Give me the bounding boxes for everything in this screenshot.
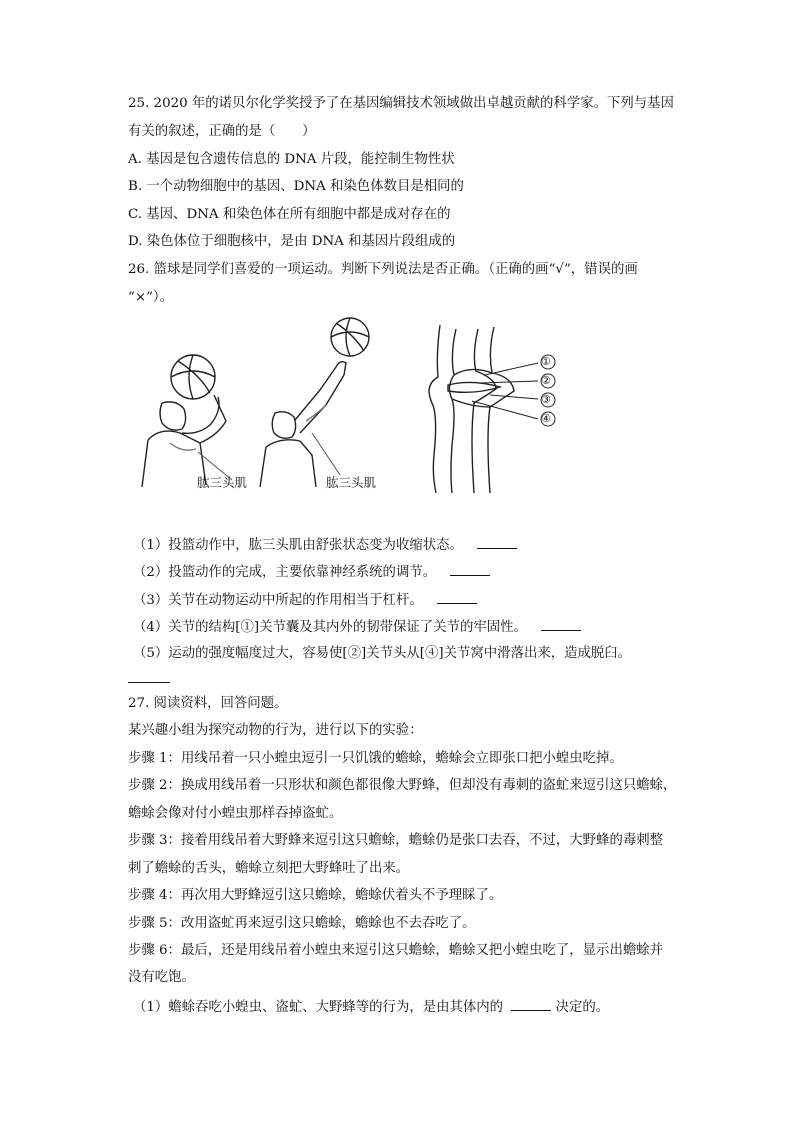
q25-option-a: A. 基因是包含遗传信息的 DNA 片段，能控制生物性状 <box>128 152 455 167</box>
q26-item-3-text: （3）关节在动物运动中所起的作用相当于杠杆。 <box>133 593 423 608</box>
q26-answer-blank-1[interactable] <box>477 534 517 549</box>
head-1 <box>160 402 186 430</box>
q25-stem-line2: 有关的叙述，正确的是（ ） <box>128 124 316 139</box>
q26-item-1 <box>133 534 517 556</box>
q26-item-4-text: （4）关节的结构[①]关节囊及其内外的韧带保证了关节的牢固性。 <box>133 620 527 635</box>
q26-answer-blank-4[interactable] <box>541 616 581 631</box>
label-2: ② <box>541 374 551 387</box>
q25-option-b: B. 一个动物细胞中的基因、DNA 和染色体数目是相同的 <box>128 179 464 194</box>
q27-step-2-line2: 蟾蜍会像对付小蝗虫那样吞掉盗虻。 <box>128 806 343 821</box>
q26-item-5: （5）运动的强度幅度过大，容易使[②]关节头从[④]关节窝中滑落出来，造成脱臼。 <box>133 646 632 661</box>
head-2 <box>272 412 295 439</box>
q27-stem: 27. 阅读资料，回答问题。 <box>128 696 288 711</box>
q27-sub-1 <box>133 996 609 1018</box>
q25-option-c: C. 基因、DNA 和染色体在所有细胞中都是成对存在的 <box>128 207 451 222</box>
q27-step-5: 步骤 5：改用盗虻再来逗引这只蟾蜍，蟾蜍也不去吞吃了。 <box>128 916 476 931</box>
q27-sub-1-suffix: 决定的。 <box>555 1000 610 1015</box>
q26-item-2-text: （2）投篮动作的完成，主要依靠神经系统的调节。 <box>133 565 437 580</box>
q27-step-4: 步骤 4：再次用大野蜂逗引这只蟾蜍，蟾蜍伏着头不予理睬了。 <box>128 888 503 903</box>
basketball-1 <box>171 355 215 399</box>
q26-item-5-blank-line <box>128 668 170 690</box>
q26-answer-blank-3[interactable] <box>437 589 477 604</box>
caption-triceps-right: 肱三头肌 <box>326 475 377 490</box>
q26-figure <box>140 315 600 505</box>
q26-answer-blank-2[interactable] <box>450 561 490 576</box>
q27-step-6-line1: 步骤 6：最后，还是用线吊着小蝗虫来逗引这只蟾蜍，蟾蜍又把小蝗虫吃了，显示出蟾蜍并 <box>128 943 664 958</box>
label-1: ① <box>541 355 551 368</box>
q27-step-3-line1: 步骤 3：接着用线吊着大野蜂来逗引这只蟾蜍，蟾蜍仍是张口去吞，不过，大野蜂的毒刺整 <box>128 833 664 848</box>
q26-item-2 <box>133 561 490 583</box>
q26-stem-line1: 26. 篮球是同学们喜爱的一项运动。判断下列说法是否正确。（正确的画“√”，错误的画 <box>128 262 638 277</box>
q27-answer-blank-1[interactable] <box>511 996 551 1011</box>
q26-item-1-text: （1）投篮动作中，肱三头肌由舒张状态变为收缩状态。 <box>133 538 463 553</box>
q25-option-d: D. 染色体位于细胞核中，是由 DNA 和基因片段组成的 <box>128 234 456 249</box>
q27-step-6-line2: 没有吃饱。 <box>128 970 195 985</box>
q27-intro: 某兴趣小组为探究动物的行为，进行以下的实验： <box>128 723 423 738</box>
q27-step-2-line1: 步骤 2：换成用线吊着一只形状和颜色都很像大野蜂，但却没有毒刺的盗虻来逗引这只蟾蜍， <box>128 778 677 793</box>
q26-item-4 <box>133 616 581 638</box>
q27-sub-1-prefix: （1）蟾蜍吞吃小蝗虫、盗虻、大野蜂等的行为，是由其体内的 <box>133 1000 504 1015</box>
q27-step-3-line2: 刺了蟾蜍的舌头，蟾蜍立刻把大野蜂吐了出来。 <box>128 861 410 876</box>
q27-step-1: 步骤 1：用线吊着一只小蝗虫逗引一只饥饿的蟾蜍，蟾蜍会立即张口把小蝗虫吃掉。 <box>128 751 623 766</box>
q26-answer-blank-5[interactable] <box>128 668 170 683</box>
q26-stem-line2: “×”）。 <box>128 290 173 305</box>
q25-stem-line1: 25. 2020 年的诺贝尔化学奖授予了在基因编辑技术领域做出卓越贡献的科学家。下列与基因 <box>128 96 674 111</box>
caption-triceps-left: 肱三头肌 <box>197 475 248 490</box>
q26-item-3 <box>133 589 477 611</box>
label-4: ④ <box>541 412 551 425</box>
label-3: ③ <box>541 393 551 406</box>
